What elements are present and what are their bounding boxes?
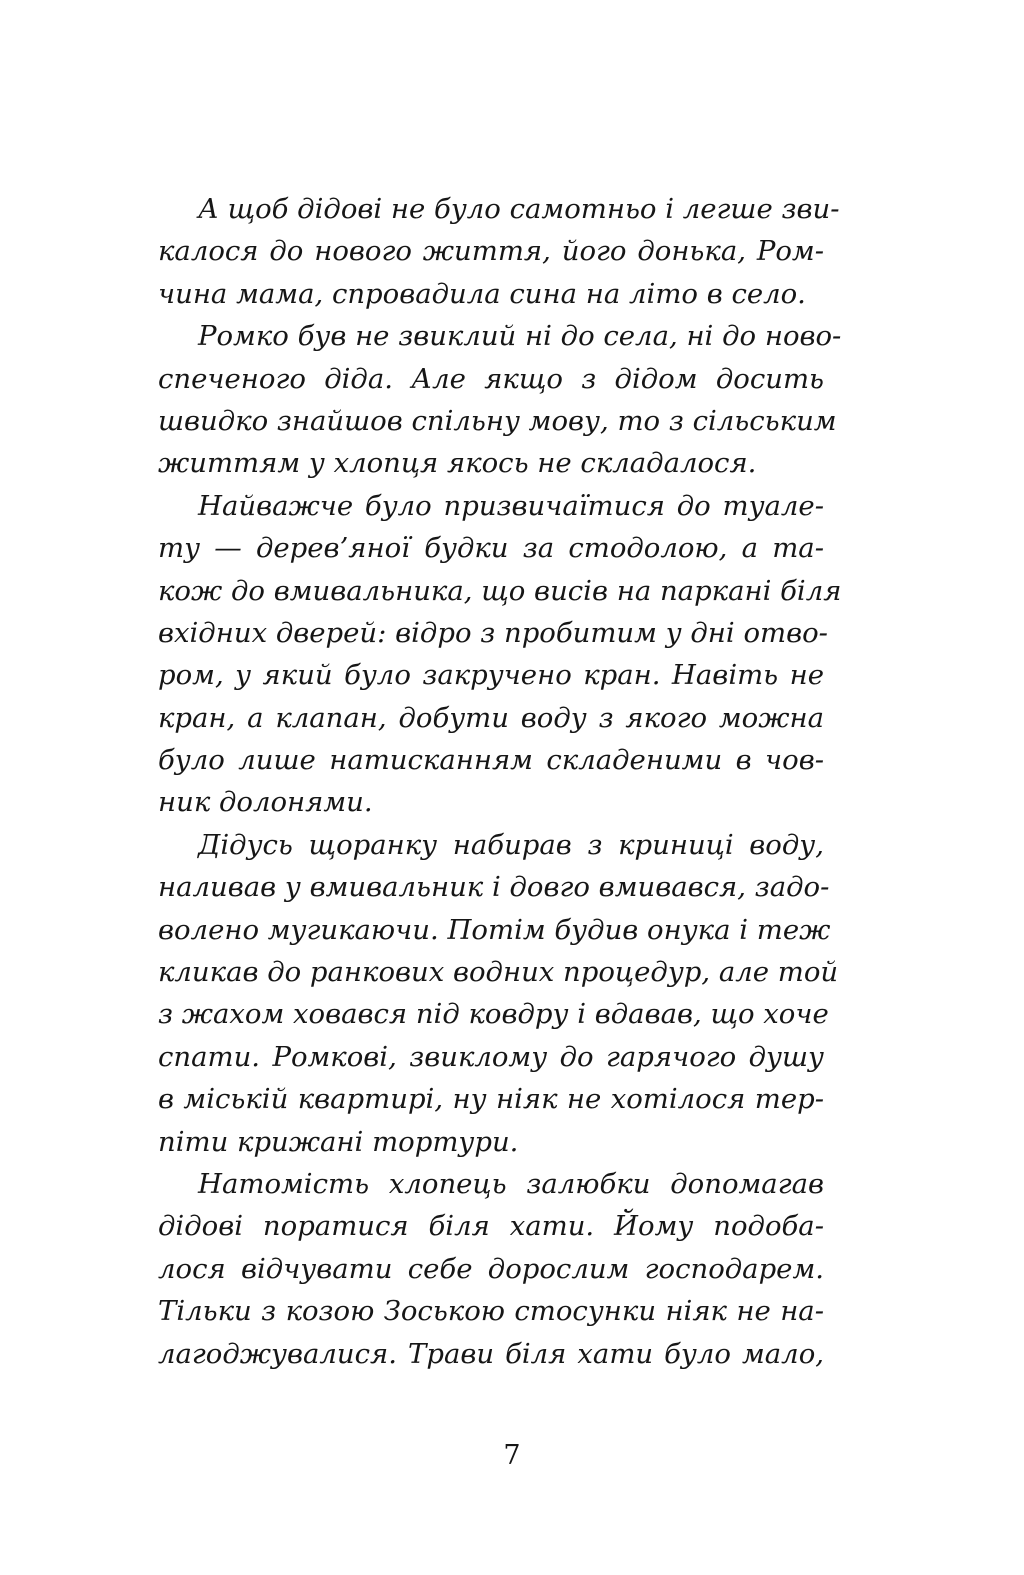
- text-line: кран, а клапан, добути воду з якого можна: [158, 701, 824, 734]
- paragraph: [158, 824, 839, 1163]
- text-line: кож до вмивальника, що висів на паркані біля: [158, 574, 842, 607]
- text-line: було лише натисканням складеними в чов-: [158, 744, 824, 777]
- text-line: дідові поратися біля хати. Йому подоба-: [158, 1210, 824, 1243]
- text-line: піти крижані тортури.: [158, 1125, 519, 1158]
- text-line: Тільки з козою Зоською стосунки ніяк не на-: [158, 1295, 824, 1328]
- text-line: в міській квартирі, ну ніяк не хотілося тер-: [158, 1083, 824, 1116]
- paragraph: [158, 1163, 824, 1375]
- text-line: Натомість хлопець залюбки допомагав: [198, 1167, 824, 1200]
- text-line: з жахом ховався під ковдру і вдавав, що хоче: [158, 998, 829, 1031]
- text-line: волено мугикаючи. Потім будив онука і теж: [158, 913, 831, 946]
- text-line: спати. Ромкові, звиклому до гарячого душу: [158, 1040, 824, 1073]
- text-line: ту — дерев’яної будки за стодолою, а та-: [158, 532, 824, 565]
- page-number: 7: [503, 1440, 521, 1471]
- text-line: Ромко був не звиклий ні до села, ні до ново-: [198, 320, 842, 353]
- text-line: наливав у вмивальник і довго вмивався, задо-: [158, 871, 830, 904]
- text-line: калося до нового життя, його донька, Ром-: [158, 235, 824, 268]
- text-line: Найважче було призвичаїтися до туале-: [198, 489, 824, 522]
- text-line: Дідусь щоранку набирав з криниці воду,: [198, 828, 824, 861]
- text-line: ник долонями.: [158, 786, 373, 819]
- text-line: лося відчувати себе дорослим господарем.: [158, 1252, 824, 1285]
- text-line: життям у хлопця якось не складалося.: [158, 447, 757, 480]
- text-line: вхідних дверей: відро з пробитим у дні отво-: [158, 616, 828, 649]
- text-line: лагоджувалися. Трави біля хати було мало,: [158, 1337, 824, 1370]
- paragraph: [158, 485, 842, 824]
- text-line: ром, у який було закручено кран. Навіть не: [158, 659, 824, 692]
- text-line: кликав до ранкових водних процедур, але той: [158, 956, 839, 989]
- text-line: чина мама, спровадила сина на літо в село.: [158, 277, 806, 310]
- paragraph: [158, 188, 840, 315]
- text-line: спеченого діда. Але якщо з дідом досить: [158, 362, 824, 395]
- text-line: швидко знайшов спільну мову, то з сільським: [158, 404, 837, 437]
- page-body-text: [158, 188, 842, 1375]
- text-line: А щоб дідові не було самотньо і легше зви-: [198, 193, 840, 225]
- paragraph: [158, 315, 842, 485]
